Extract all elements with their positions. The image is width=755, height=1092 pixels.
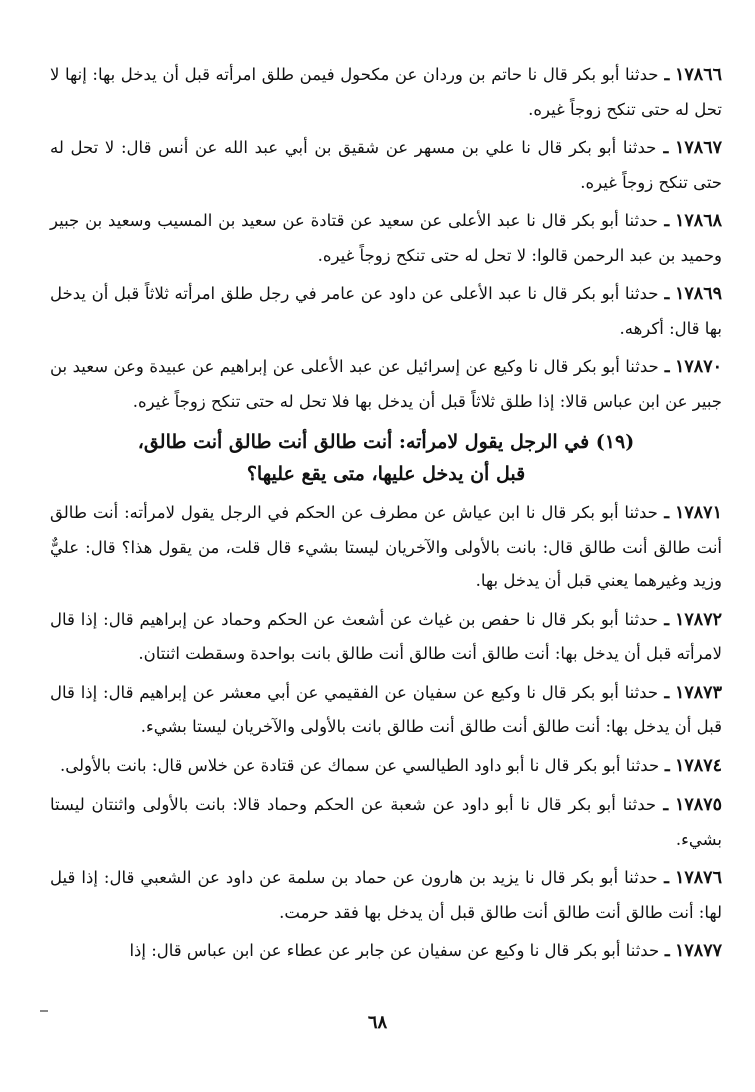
hadith-entry: ١٧٨٦٨ ـ حدثنا أبو بكر قال نا عبد الأعلى عن سعيد عن قتادة عن سعيد بن المسيب وسعيد بن جبير وحميد بن عبد الرحمن قالوا: لا تحل له حتى تنكح زوجاً غيره. <box>50 211 722 265</box>
hadith-number: ١٧٨٧٣ <box>674 682 722 703</box>
hadith-number: ١٧٨٧٥ <box>675 795 722 815</box>
hadith-text: حدثنا أبو بكر قال نا أبو داود الطيالسي عن سماك عن قتادة عن خلاس قال: بانت بالأولى. <box>59 755 660 775</box>
hadith-text: حدثنا أبو بكر قال نا علي بن مسهر عن شقيق بن أبي عبد الله عن أنس قال: لا تحل له حتى تنكح زوجاً غيره. <box>50 138 722 192</box>
hadith-number: ١٧٨٦٨ <box>675 211 722 231</box>
hadith-text: حدثنا أبو بكر قال نا أبو داود عن شعبة عن الحكم وحماد قالا: بانت بالأولى واثنتان ليستا بشيء. <box>50 795 722 849</box>
hadith-text: حدثنا أبو بكر قال نا وكيع عن سفيان عن جابر عن عطاء عن ابن عباس قال: إذا <box>129 941 660 960</box>
hadith-entry: ١٧٨٧٠ ـ حدثنا أبو بكر قال نا وكيع عن إسرائيل عن عبد الأعلى عن إبراهيم عن عبيدة وعن سعيد بن جبير عن ابن عباس قالا: إذا طلق ثلاثاً قبل أن يدخل بها فلا تحل له حتى تنكح زوجاً غيره. <box>50 357 722 411</box>
hadith-number: ١٧٨٧٢ <box>675 609 722 630</box>
hadith-text: حدثنا أبو بكر قال نا ابن عياش عن مطرف عن الحكم في الرجل يقول لامرأته: أنت طالق أنت طالق أنت طالق قال: بانت بالأولى والآخريان ليستا بشيء قال قلت، من يقول هذا؟ قال: عليٌّ وزيد وغيرهما يعني قبل أن يدخل بها. <box>50 503 722 590</box>
hadith-number: ١٧٨٦٧ <box>675 138 722 158</box>
hadith-number: ١٧٨٧٠ <box>675 357 722 377</box>
hadith-entry: ١٧٨٦٧ ـ حدثنا أبو بكر قال نا علي بن مسهر عن شقيق بن أبي عبد الله عن أنس قال: لا تحل له حتى تنكح زوجاً غيره. <box>50 138 722 192</box>
hadith-entry: ١٧٨٧٥ ـ حدثنا أبو بكر قال نا أبو داود عن شعبة عن الحكم وحماد قالا: بانت بالأولى واثنتان ليستا بشيء. <box>50 795 722 849</box>
hadith-entry: ١٧٨٧٤ ـ حدثنا أبو بكر قال نا أبو داود الطيالسي عن سماك عن قتادة عن خلاس قال: بانت بالأولى. <box>59 755 722 776</box>
hadith-entry: ١٧٨٧٧ ـ حدثنا أبو بكر قال نا وكيع عن سفيان عن جابر عن عطاء عن ابن عباس قال: إذا <box>129 941 722 961</box>
hadith-number: ١٧٨٧٧ <box>675 941 722 961</box>
hadith-text: حدثنا أبو بكر قال نا عبد الأعلى عن داود عن عامر في رجل طلق امرأته ثلاثاً قبل أن يدخل بها قال: أكرهه. <box>50 284 722 338</box>
hadith-text: حدثنا أبو بكر قال نا حفص بن غياث عن أشعث عن الحكم وحماد عن إبراهيم قال: إذا قال لامرأته قبل أن يدخل بها: أنت طالق أنت طالق أنت طالق بانت بواحدة وسقطت اثنتان. <box>50 609 722 663</box>
hadith-text: حدثنا أبو بكر قال نا حاتم بن وردان عن مكحول فيمن طلق امرأته قبل أن يدخل بها: إنها لا تحل له حتى تنكح زوجاً غيره. <box>50 65 722 119</box>
hadith-entry: ١٧٨٧٦ ـ حدثنا أبو بكر قال نا يزيد بن هارون عن حماد بن سلمة عن داود عن الشعبي قال: إذا قيل لها: أنت طالق أنت طالق أنت طالق قبل أن يدخل بها فقد حرمت. <box>50 868 722 922</box>
hadith-number: ١٧٨٦٩ <box>675 284 722 304</box>
hadith-text: حدثنا أبو بكر قال نا يزيد بن هارون عن حماد بن سلمة عن داود عن الشعبي قال: إذا قيل لها: أنت طالق أنت طالق أنت طالق قبل أن يدخل بها فقد حرمت. <box>50 868 722 922</box>
hadith-entry: ١٧٨٦٦ ـ حدثنا أبو بكر قال نا حاتم بن وردان عن مكحول فيمن طلق امرأته قبل أن يدخل بها: إنها لا تحل له حتى تنكح زوجاً غيره. <box>50 65 722 119</box>
hadith-number: ١٧٨٧٦ <box>674 868 722 888</box>
hadith-entry: ١٧٨٦٩ ـ حدثنا أبو بكر قال نا عبد الأعلى عن داود عن عامر في رجل طلق امرأته ثلاثاً قبل أن يدخل بها قال: أكرهه. <box>50 284 722 338</box>
hadith-number: ١٧٨٦٦ <box>675 65 722 85</box>
hadith-entry: ١٧٨٧٣ ـ حدثنا أبو بكر قال نا وكيع عن سفيان عن الفقيمي عن أبي معشر عن إبراهيم قال: إذا قال قبل أن يدخل بها: أنت طالق أنت طالق أنت طالق بانت بالأولى والآخريان ليستا بشيء. <box>50 682 722 736</box>
page-body <box>50 58 722 974</box>
hadith-text: حدثنا أبو بكر قال نا وكيع عن إسرائيل عن عبد الأعلى عن إبراهيم عن عبيدة وعن سعيد بن جبير عن ابن عباس قالا: إذا طلق ثلاثاً قبل أن يدخل بها فلا تحل له حتى تنكح زوجاً غيره. <box>50 357 722 411</box>
hadith-text: حدثنا أبو بكر قال نا عبد الأعلى عن سعيد عن قتادة عن سعيد بن المسيب وسعيد بن جبير وحميد بن عبد الرحمن قالوا: لا تحل له حتى تنكح زوجاً غيره. <box>50 211 722 265</box>
chapter-heading <box>50 426 722 490</box>
chapter-heading-line-1: (١٩) في الرجل يقول لامرأته: أنت طالق أنت طالق أنت طالق، <box>137 431 635 453</box>
hadith-text: حدثنا أبو بكر قال نا وكيع عن سفيان عن الفقيمي عن أبي معشر عن إبراهيم قال: إذا قال قبل أن يدخل بها: أنت طالق أنت طالق أنت طالق بانت بالأولى والآخريان ليستا بشيء. <box>50 682 722 736</box>
hadith-entry: ١٧٨٧٢ ـ حدثنا أبو بكر قال نا حفص بن غياث عن أشعث عن الحكم وحماد عن إبراهيم قال: إذا قال لامرأته قبل أن يدخل بها: أنت طالق أنت طالق أنت طالق بانت بواحدة وسقطت اثنتان. <box>50 609 722 663</box>
hadith-entry: ١٧٨٧١ ـ حدثنا أبو بكر قال نا ابن عياش عن مطرف عن الحكم في الرجل يقول لامرأته: أنت طالق أنت طالق أنت طالق قال: بانت بالأولى والآخريان ليستا بشيء قال قلت، من يقول هذا؟ قال: عليٌّ وزيد وغيرهما يعني قبل أن يدخل بها. <box>50 503 722 590</box>
page-number: ٦٨ <box>367 1012 388 1033</box>
hadith-number: ١٧٨٧٤ <box>675 755 722 776</box>
hadith-number: ١٧٨٧١ <box>674 503 722 523</box>
chapter-heading-line-2: قبل أن يدخل عليها، متى يقع عليها؟ <box>246 463 526 485</box>
